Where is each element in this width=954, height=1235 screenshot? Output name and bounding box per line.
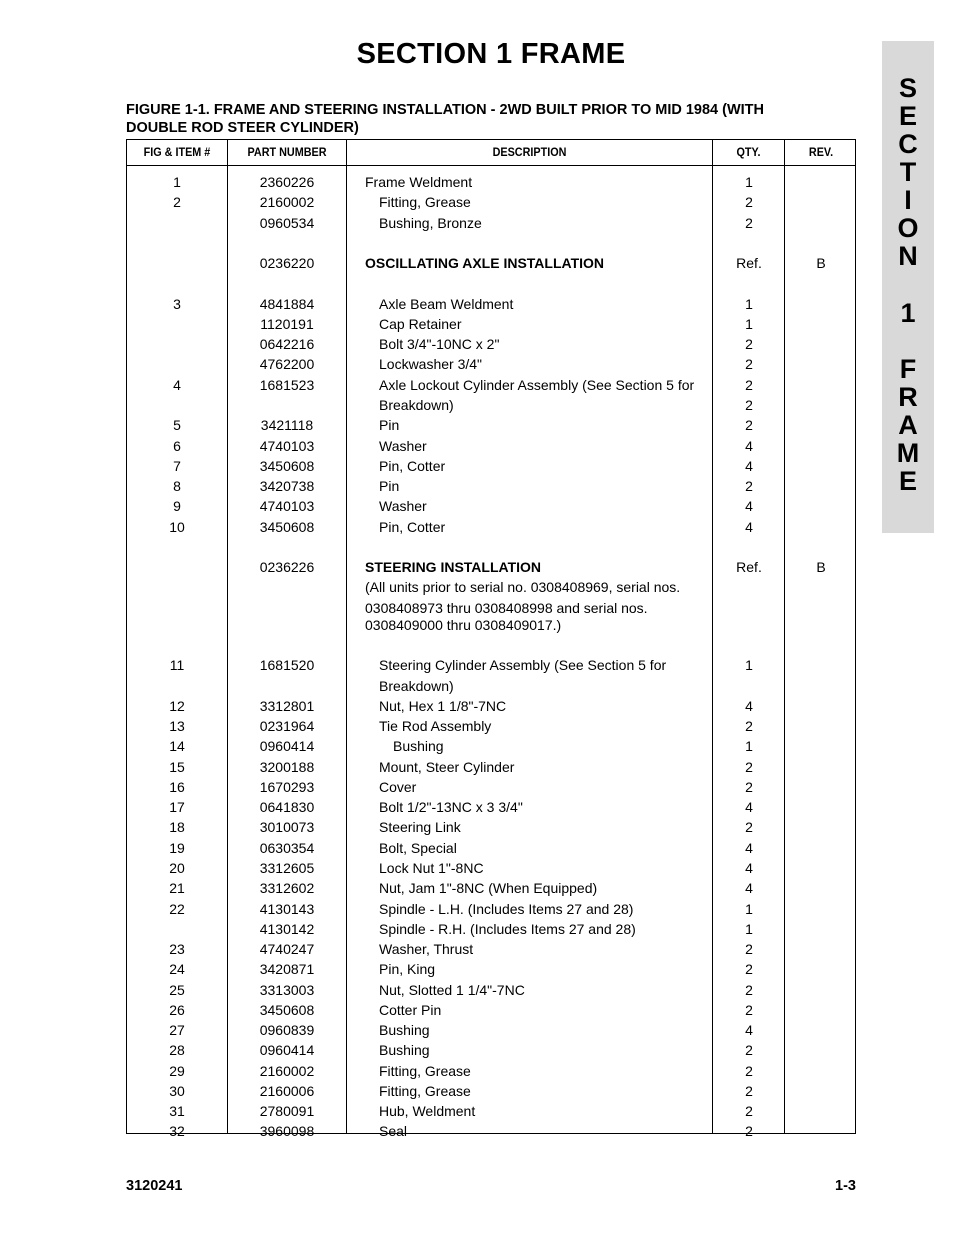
cell-qty: 2 (745, 819, 753, 835)
cell-qty: 1 (745, 657, 753, 673)
side-tab-letter: E (898, 466, 917, 496)
cell-description: Lock Nut 1"-8NC (379, 860, 484, 876)
cell-qty: 4 (745, 519, 753, 535)
cell-description: Fitting, Grease (379, 1063, 471, 1079)
cell-description: Mount, Steer Cylinder (379, 759, 515, 775)
page-title: SECTION 1 FRAME (356, 38, 626, 70)
cell-part-number: 0641830 (259, 799, 315, 815)
cell-description: Spindle - R.H. (Includes Items 27 and 28) (379, 921, 636, 937)
cell-part-number: 4841884 (259, 296, 315, 312)
cell-qty: Ref. (736, 255, 762, 271)
column-divider (346, 140, 347, 1133)
cell-fig-item: 23 (169, 941, 185, 957)
cell-description: Bushing, Bronze (379, 215, 482, 231)
cell-qty: 1 (745, 316, 753, 332)
cell-description: Steering Link (379, 819, 461, 835)
cell-qty: 1 (745, 296, 753, 312)
side-tab-letter: S (898, 73, 917, 103)
cell-fig-item: 1 (173, 174, 181, 190)
cell-fig-item: 7 (173, 458, 181, 474)
cell-rev: B (816, 255, 826, 271)
cell-part-number: 3313003 (259, 982, 315, 998)
cell-description: Nut, Slotted 1 1/4"-7NC (379, 982, 525, 998)
cell-part-number: 0960414 (259, 1042, 315, 1058)
cell-fig-item: 9 (173, 498, 181, 514)
cell-fig-item: 27 (169, 1022, 185, 1038)
cell-qty: 4 (745, 458, 753, 474)
cell-description: Bolt 1/2"-13NC x 3 3/4" (379, 799, 523, 815)
cell-fig-item: 14 (169, 738, 185, 754)
cell-part-number: 3312602 (259, 880, 315, 896)
side-tab-letter: A (898, 410, 918, 440)
side-tab-letter: R (898, 382, 918, 412)
cell-description: Cover (379, 779, 417, 795)
cell-part-number: 0236220 (259, 255, 315, 271)
cell-part-number: 3010073 (259, 819, 315, 835)
cell-fig-item: 5 (173, 417, 181, 433)
cell-description: Bolt, Special (379, 840, 457, 856)
cell-part-number: 3450608 (259, 458, 315, 474)
cell-fig-item: 20 (169, 860, 185, 876)
cell-part-number: 2360226 (259, 174, 315, 190)
cell-description: Nut, Jam 1"-8NC (When Equipped) (379, 880, 598, 896)
side-tab-letter: F (899, 354, 917, 384)
cell-description: Pin, King (379, 961, 436, 977)
figure-title (126, 101, 846, 137)
parts-table (126, 139, 856, 1139)
cell-qty: 2 (745, 1063, 753, 1079)
cell-part-number: 1120191 (260, 316, 314, 332)
cell-fig-item: 24 (169, 961, 185, 977)
cell-description: Bushing (379, 1022, 430, 1038)
side-tab-letter: O (897, 213, 919, 243)
cell-qty: 2 (745, 1123, 753, 1139)
cell-description: Nut, Hex 1 1/8"-7NC (379, 698, 507, 714)
cell-description: Frame Weldment (365, 174, 473, 190)
cell-qty: 2 (745, 377, 753, 393)
cell-part-number: 1681520 (259, 657, 315, 673)
cell-fig-item: 28 (169, 1042, 185, 1058)
column-header-description: DESCRIPTION (492, 145, 567, 159)
cell-qty: 2 (745, 1002, 753, 1018)
cell-qty: 2 (745, 397, 753, 413)
cell-description: Cap Retainer (379, 316, 462, 332)
column-header-fig-item: FIG & ITEM # (143, 145, 211, 159)
cell-part-number: 2780091 (259, 1103, 315, 1119)
cell-fig-item: 18 (169, 819, 185, 835)
cell-fig-item: 8 (173, 478, 181, 494)
cell-qty: 1 (745, 921, 753, 937)
cell-part-number: 3960098 (259, 1123, 315, 1139)
cell-fig-item: 32 (169, 1123, 185, 1139)
cell-qty: 4 (745, 799, 753, 815)
document-number: 3120241 (126, 1178, 183, 1194)
column-divider (784, 140, 785, 1133)
cell-fig-item: 31 (169, 1103, 185, 1119)
cell-part-number: 4762200 (259, 356, 315, 372)
cell-description: 0308409000 thru 0308409017.) (365, 617, 562, 633)
cell-qty: 4 (745, 498, 753, 514)
cell-description: (All units prior to serial no. 0308408969, serial nos. (365, 579, 681, 595)
cell-part-number: 3420738 (259, 478, 315, 494)
cell-part-number: 3312605 (259, 860, 315, 876)
cell-part-number: 0630354 (259, 840, 315, 856)
cell-part-number: 3200188 (259, 759, 315, 775)
cell-qty: 2 (745, 779, 753, 795)
cell-qty: 1 (745, 738, 753, 754)
cell-qty: 4 (745, 860, 753, 876)
cell-fig-item: 30 (169, 1083, 185, 1099)
cell-fig-item: 10 (169, 519, 185, 535)
cell-description: Washer (379, 438, 427, 454)
cell-part-number: 1681523 (259, 377, 315, 393)
column-header-part-number: PART NUMBER (247, 145, 327, 159)
column-header-rev: REV. (808, 145, 834, 159)
cell-part-number: 4130142 (259, 921, 315, 937)
cell-qty: 2 (745, 1083, 753, 1099)
cell-description: Seal (379, 1123, 408, 1139)
cell-qty: 2 (745, 941, 753, 957)
cell-description: Bushing (379, 1042, 430, 1058)
side-tab-letter: N (898, 241, 918, 271)
header-divider (127, 165, 855, 166)
cell-description: Hub, Weldment (379, 1103, 476, 1119)
cell-description: Axle Beam Weldment (379, 296, 514, 312)
cell-part-number: 4130143 (259, 901, 315, 917)
cell-part-number: 3450608 (259, 519, 315, 535)
cell-part-number: 4740103 (259, 438, 315, 454)
cell-qty: Ref. (736, 559, 762, 575)
cell-description: Fitting, Grease (379, 1083, 471, 1099)
cell-part-number: 0642216 (259, 336, 315, 352)
cell-fig-item: 15 (169, 759, 185, 775)
cell-fig-item: 6 (173, 438, 181, 454)
cell-fig-item: 19 (169, 840, 185, 856)
cell-description: Tie Rod Assembly (379, 718, 492, 734)
side-tab-letter: I (904, 185, 912, 215)
cell-part-number: 3420871 (259, 961, 315, 977)
cell-part-number: 4740247 (259, 941, 315, 957)
cell-part-number: 0231964 (259, 718, 315, 734)
cell-fig-item: 29 (169, 1063, 185, 1079)
cell-qty: 4 (745, 438, 753, 454)
cell-description: Pin, Cotter (379, 519, 446, 535)
cell-part-number: 1670293 (259, 779, 315, 795)
cell-part-number: 2160006 (259, 1083, 315, 1099)
cell-description: Fitting, Grease (379, 194, 471, 210)
cell-description: Lockwasher 3/4" (379, 356, 483, 372)
cell-fig-item: 2 (173, 194, 181, 210)
cell-description: Steering Cylinder Assembly (See Section 5 for (379, 657, 667, 673)
cell-part-number: 4740103 (259, 498, 315, 514)
cell-description: Cotter Pin (379, 1002, 442, 1018)
cell-qty: 2 (745, 982, 753, 998)
cell-part-number: 0960534 (259, 215, 315, 231)
cell-description: Washer (379, 498, 427, 514)
cell-qty: 2 (745, 478, 753, 494)
column-divider (712, 140, 713, 1133)
figure-title-line-2: DOUBLE ROD STEER CYLINDER) (126, 120, 359, 136)
cell-part-number: 3421118 (260, 417, 314, 433)
cell-part-number: 0960414 (259, 738, 315, 754)
side-tab-letter: C (898, 129, 918, 159)
cell-qty: 2 (745, 759, 753, 775)
cell-qty: 2 (745, 417, 753, 433)
cell-description: Pin, Cotter (379, 458, 446, 474)
cell-description: Breakdown) (379, 678, 454, 694)
cell-fig-item: 26 (169, 1002, 185, 1018)
column-header-qty: QTY. (736, 145, 761, 159)
side-tab-letter: 1 (900, 298, 916, 328)
cell-description: Bolt 3/4"-10NC x 2" (379, 336, 500, 352)
cell-fig-item: 16 (169, 779, 185, 795)
cell-qty: 2 (745, 356, 753, 372)
page-number: 1-3 (835, 1178, 856, 1194)
cell-description: Washer, Thrust (379, 941, 474, 957)
side-tab-letter: E (898, 101, 917, 131)
cell-qty: 2 (745, 1103, 753, 1119)
cell-qty: 2 (745, 336, 753, 352)
figure-title-line-1: FIGURE 1-1. FRAME AND STEERING INSTALLATION - 2WD BUILT PRIOR TO MID 1984 (WITH (126, 102, 765, 118)
cell-qty: 4 (745, 840, 753, 856)
side-tab-letter: M (896, 438, 920, 468)
cell-part-number: 2160002 (259, 1063, 315, 1079)
side-tab-letter: T (899, 157, 917, 187)
cell-description: OSCILLATING AXLE INSTALLATION (365, 255, 605, 271)
cell-description: 0308408973 thru 0308408998 and serial nos. (365, 600, 648, 616)
cell-qty: 2 (745, 215, 753, 231)
cell-fig-item: 17 (169, 799, 185, 815)
cell-fig-item: 3 (173, 296, 181, 312)
cell-fig-item: 22 (169, 901, 185, 917)
cell-part-number: 3312801 (259, 698, 315, 714)
cell-fig-item: 12 (169, 698, 185, 714)
cell-fig-item: 25 (169, 982, 185, 998)
cell-description: Pin (379, 417, 400, 433)
cell-qty: 2 (745, 194, 753, 210)
cell-description: Breakdown) (379, 397, 454, 413)
cell-description: Pin (379, 478, 400, 494)
cell-rev: B (816, 559, 826, 575)
cell-part-number: 3450608 (259, 1002, 315, 1018)
cell-qty: 2 (745, 961, 753, 977)
cell-qty: 4 (745, 698, 753, 714)
cell-fig-item: 21 (169, 880, 185, 896)
cell-description: STEERING INSTALLATION (365, 559, 542, 575)
cell-fig-item: 11 (169, 657, 185, 673)
cell-description: Spindle - L.H. (Includes Items 27 and 28) (379, 901, 634, 917)
cell-fig-item: 13 (169, 718, 185, 734)
cell-qty: 1 (745, 901, 753, 917)
cell-description: Axle Lockout Cylinder Assembly (See Section 5 for (379, 377, 695, 393)
cell-part-number: 0960839 (259, 1022, 315, 1038)
cell-qty: 1 (745, 174, 753, 190)
cell-qty: 4 (745, 1022, 753, 1038)
cell-fig-item: 4 (173, 377, 181, 393)
cell-qty: 2 (745, 718, 753, 734)
cell-part-number: 2160002 (259, 194, 315, 210)
cell-qty: 2 (745, 1042, 753, 1058)
cell-part-number: 0236226 (259, 559, 315, 575)
section-side-tab (882, 41, 934, 533)
cell-description: Bushing (393, 738, 444, 754)
cell-qty: 4 (745, 880, 753, 896)
